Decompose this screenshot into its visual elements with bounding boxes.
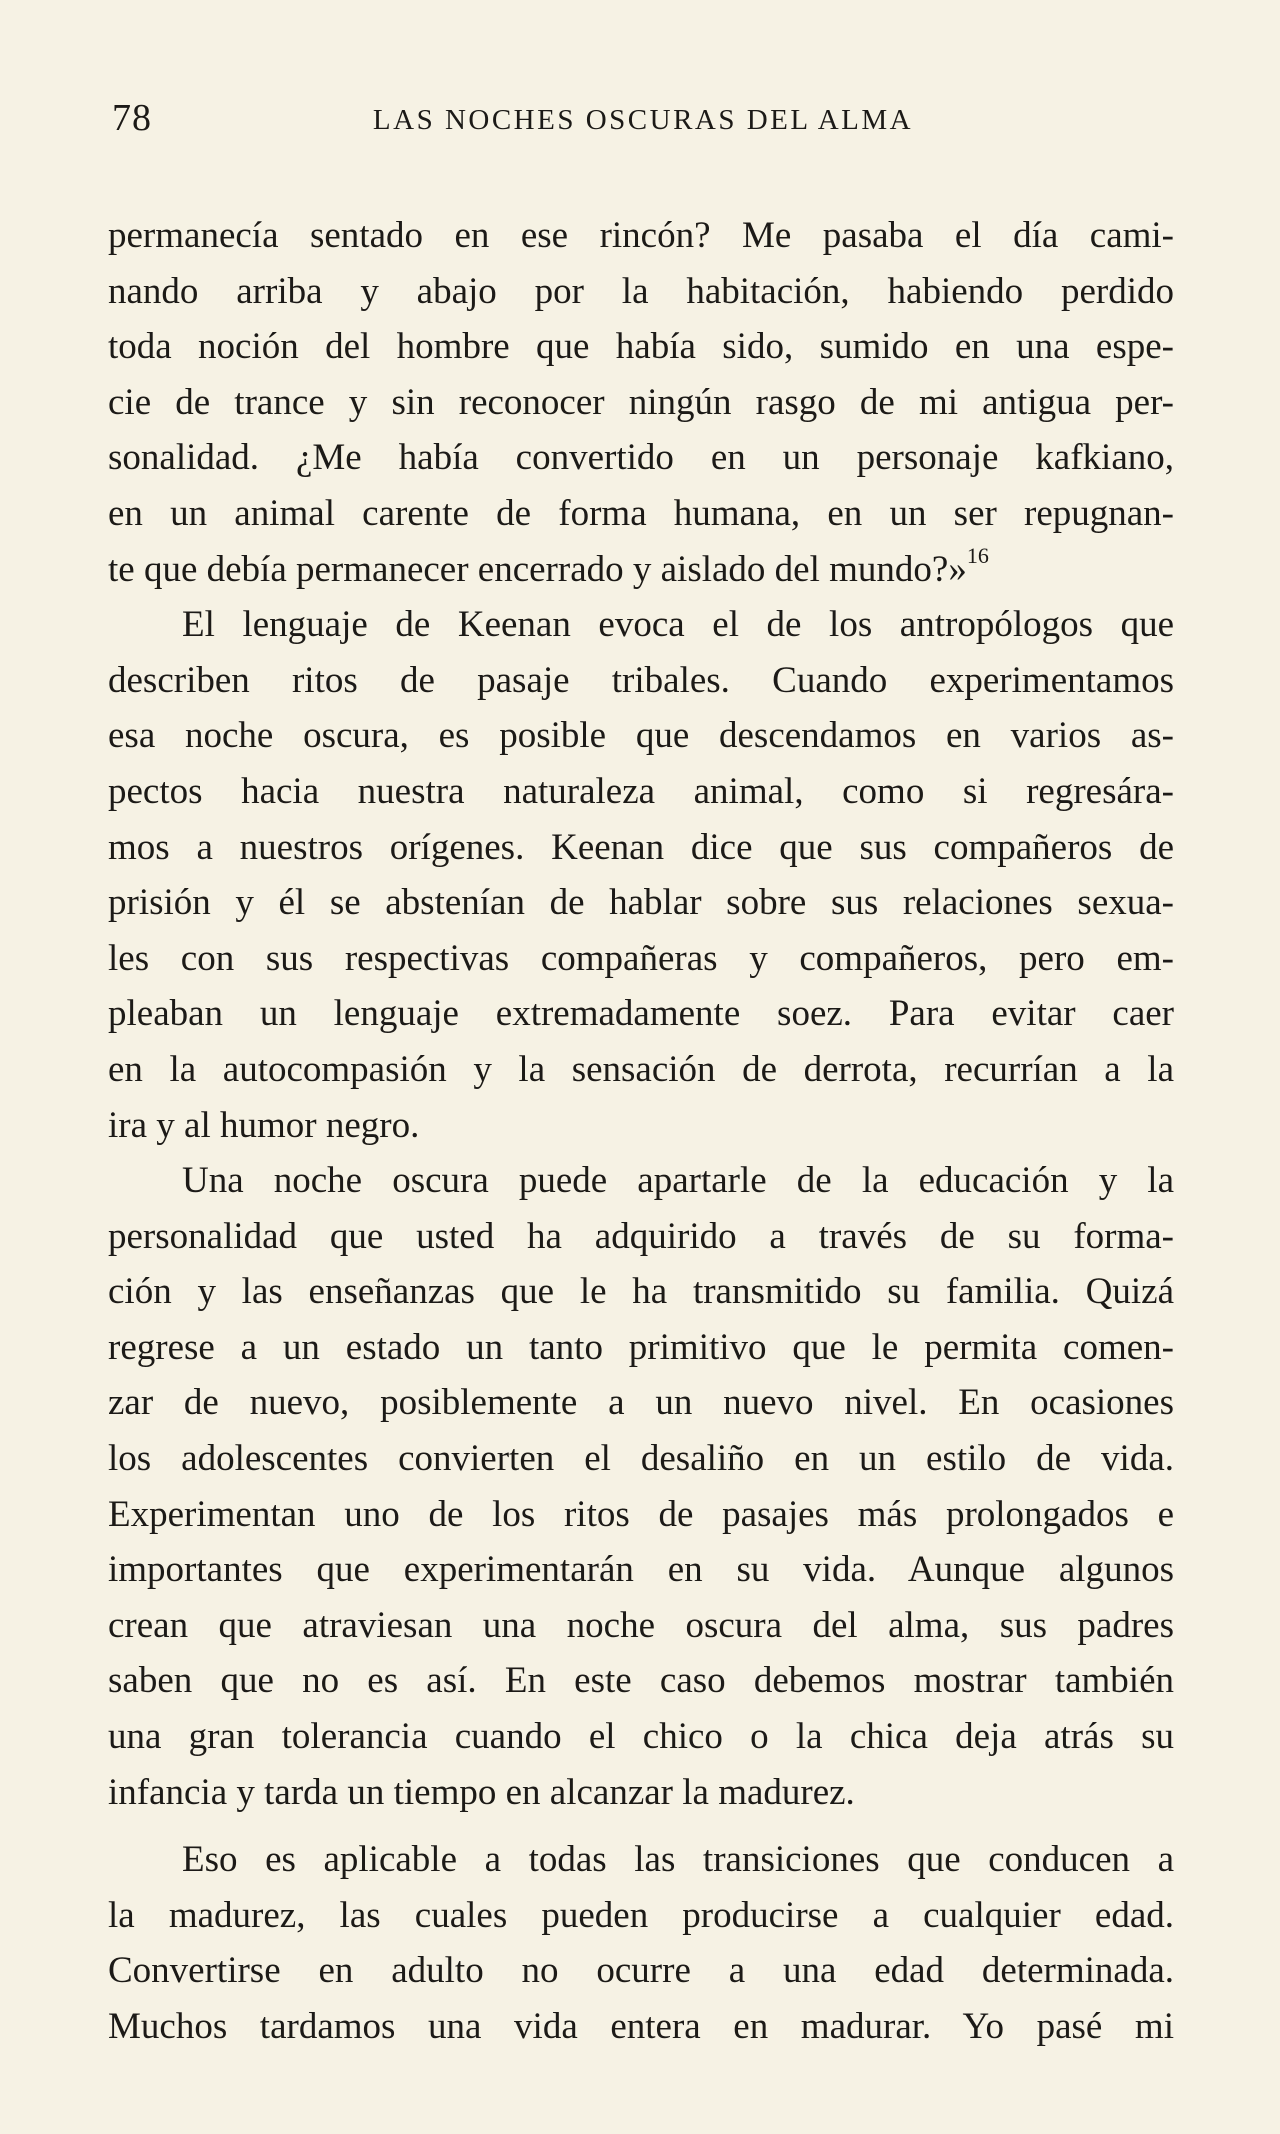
text-line: nando arriba y abajo por la habitación, habiendo perdido <box>108 270 1174 312</box>
text-line: zar de nuevo, posiblemente a un nuevo nivel. En ocasiones <box>108 1382 1174 1424</box>
body-text <box>108 208 1174 2055</box>
text-line: Una noche oscura puede apartarle de la educación y la <box>182 1160 1174 1202</box>
text-line: importantes que experimentarán en su vida. Aunque algunos <box>108 1549 1174 1591</box>
footnote-reference: 16 <box>966 542 989 568</box>
page-number: 78 <box>112 97 152 139</box>
text-line: les con sus respectivas compañeras y compañeros, pero em- <box>108 937 1174 979</box>
text-line: en un animal carente de forma humana, en un ser repugnan- <box>108 492 1174 534</box>
text-line: Eso es aplicable a todas las transiciones que conducen a <box>182 1839 1174 1881</box>
paragraph <box>108 1153 1174 1820</box>
text-line: El lenguaje de Keenan evoca el de los antropólogos que <box>182 604 1174 646</box>
running-title: LAS NOCHES OSCURAS DEL ALMA <box>372 104 914 136</box>
text-line: toda noción del hombre que había sido, sumido en una espe- <box>108 326 1174 368</box>
text-line: Experimentan uno de los ritos de pasajes más prolongados e <box>108 1493 1174 1535</box>
text-line: la madurez, las cuales pueden producirse a cualquier edad. <box>108 1894 1174 1936</box>
text-line: los adolescentes convierten el desaliño en un estilo de vida. <box>108 1438 1174 1480</box>
text-line: Muchos tardamos una vida entera en madurar. Yo pasé mi <box>108 2006 1174 2047</box>
paragraph-gap <box>108 1820 1174 1832</box>
text-line: saben que no es así. En este caso debemos mostrar también <box>108 1660 1174 1702</box>
text-line: regrese a un estado un tanto primitivo que le permita comen- <box>108 1326 1174 1368</box>
text-line: Convertirse en adulto no ocurre a una edad determinada. <box>108 1950 1174 1992</box>
text-line: en la autocompasión y la sensación de derrota, recurrían a la <box>108 1048 1174 1090</box>
text-line: permanecía sentado en ese rincón? Me pasaba el día cami- <box>108 215 1174 256</box>
paragraph <box>108 597 1174 1153</box>
text-line: cie de trance y sin reconocer ningún rasgo de mi antigua per- <box>108 381 1174 423</box>
text-line: ira y al humor negro. <box>108 1104 420 1146</box>
text-line: sonalidad. ¿Me había convertido en un personaje kafkiano, <box>108 437 1174 479</box>
text-line: describen ritos de pasaje tribales. Cuando experimentamos <box>108 659 1174 701</box>
text-line: una gran tolerancia cuando el chico o la chica deja atrás su <box>108 1716 1174 1758</box>
text-line: pectos hacia nuestra naturaleza animal, como si regresára- <box>108 770 1174 812</box>
text-line: crean que atraviesan una noche oscura del alma, sus padres <box>108 1604 1174 1646</box>
text-line: mos a nuestros orígenes. Keenan dice que sus compañeros de <box>108 826 1174 868</box>
paragraph <box>108 1832 1174 2054</box>
text-line: personalidad que usted ha adquirido a través de su forma- <box>108 1215 1174 1257</box>
text-line: prisión y él se abstenían de hablar sobre sus relaciones sexua- <box>108 882 1174 924</box>
text-line: infancia y tarda un tiempo en alcanzar la madurez. <box>108 1771 855 1813</box>
text-line-content: te que debía permanecer encerrado y aislado del mundo?» <box>108 548 967 590</box>
paragraph <box>108 208 1174 597</box>
text-line: pleaban un lenguaje extremadamente soez. Para evitar caer <box>108 993 1174 1035</box>
running-head <box>112 96 1174 156</box>
text-line <box>108 542 1174 598</box>
text-line: ción y las enseñanzas que le ha transmitido su familia. Quizá <box>108 1271 1174 1313</box>
text-line: esa noche oscura, es posible que descendamos en varios as- <box>108 715 1174 757</box>
